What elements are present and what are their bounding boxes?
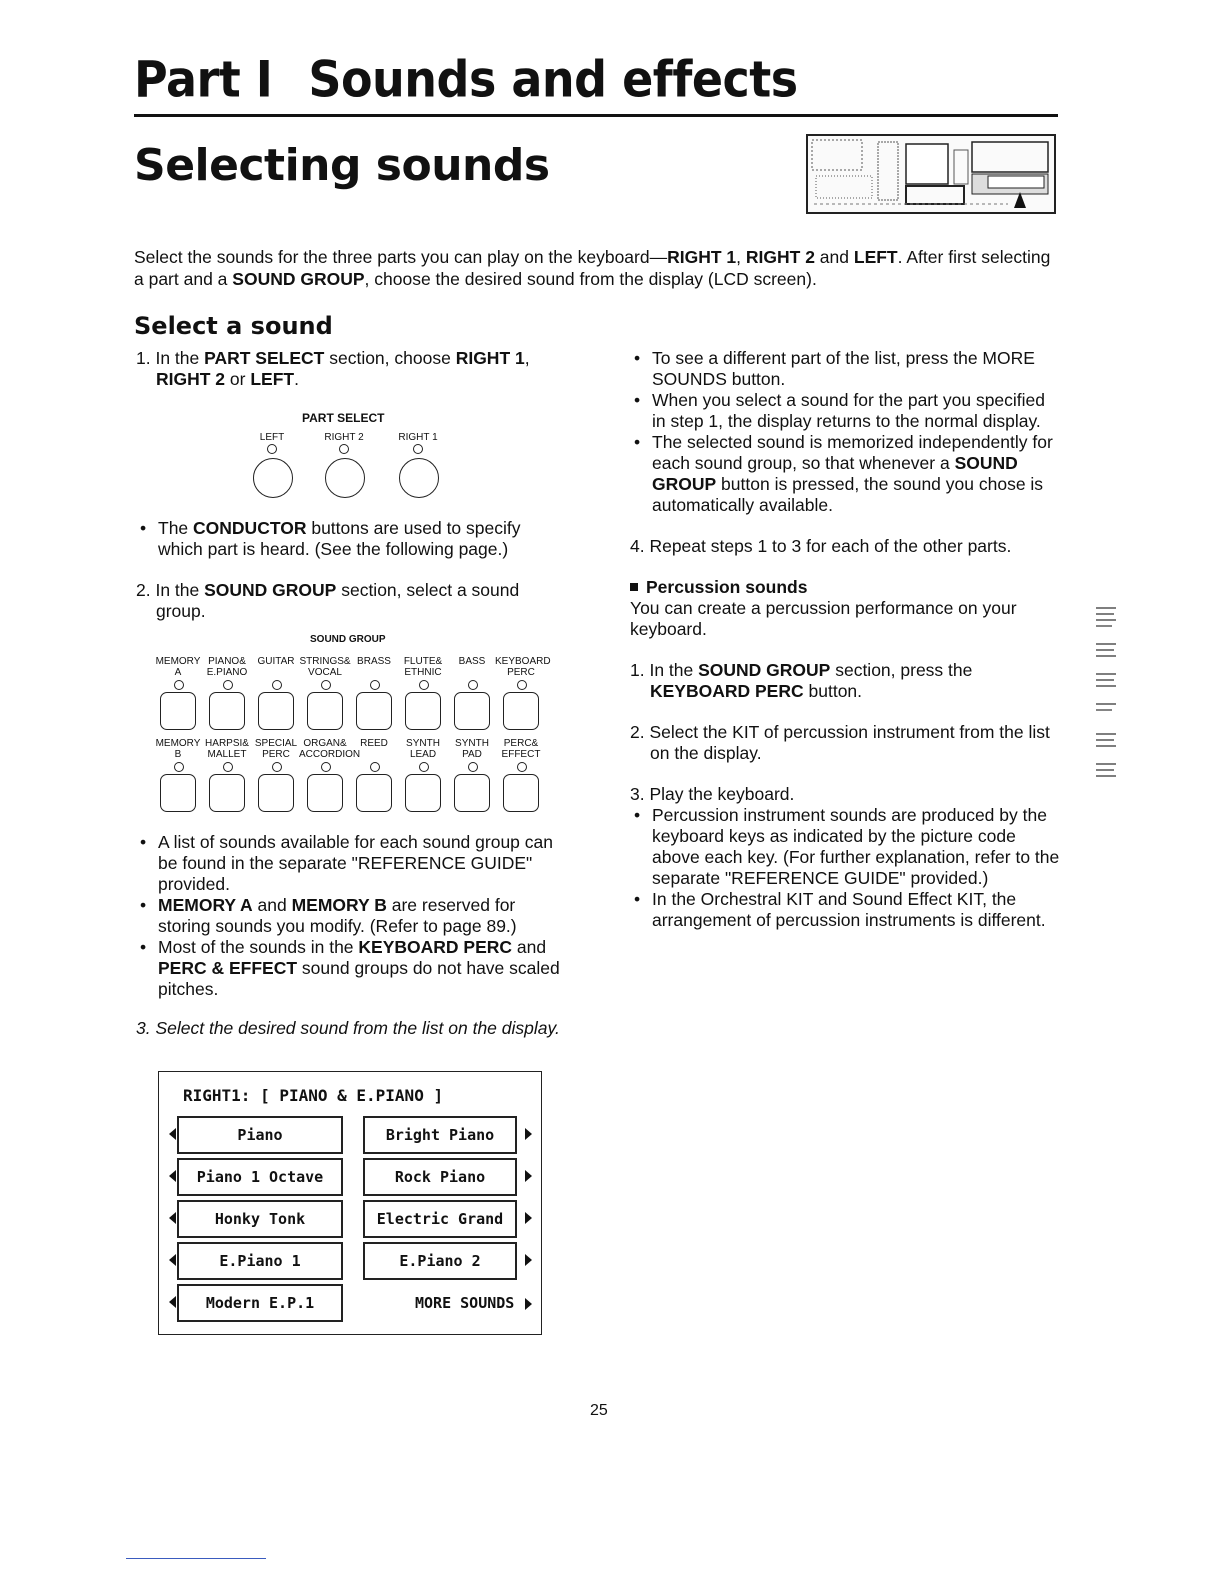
sound-group-button[interactable] [160, 774, 196, 812]
left-bullets [136, 832, 564, 1000]
sound-group-button[interactable] [405, 774, 441, 812]
sound-group-label: SYNTH LEAD [406, 738, 440, 760]
more-sounds-arrow-icon [525, 1298, 532, 1310]
intro-paragraph: Select the sounds for the three parts you can play on the keyboard—RIGHT 1, RIGHT 2 and LEFT. After first selecting a part and a SOUND GROUP, choose the desired sound from the display (LCD screen). [134, 247, 1051, 289]
more-sounds-button[interactable]: MORE SOUNDS [415, 1294, 515, 1312]
lcd-header: RIGHT1: [ PIANO & E.PIANO ] [183, 1086, 444, 1105]
step-4: 4. Repeat steps 1 to 3 for each of the other parts. [630, 536, 1012, 556]
sound-group-led [419, 680, 429, 690]
select-sound-heading: Select a sound [134, 312, 333, 340]
part-right1-led [413, 444, 423, 454]
part-left-led [267, 444, 277, 454]
sound-group-led [370, 680, 380, 690]
sound-group-label: PIANO& E.PIANO [206, 656, 248, 678]
lcd-left-arrow-icon [169, 1170, 176, 1182]
percussion-intro: You can create a percussion performance on your keyboard. [630, 598, 1017, 639]
sound-group-label: FLUTE& ETHNIC [403, 656, 443, 678]
sound-group-button[interactable] [160, 692, 196, 730]
sound-group-label: STRINGS& VOCAL [299, 656, 351, 678]
sound-group-button[interactable] [209, 774, 245, 812]
lcd-sound-item[interactable]: Modern E.P.1 [177, 1284, 343, 1322]
lcd-right-arrow-icon [525, 1170, 532, 1182]
part-left-label: LEFT [259, 432, 285, 443]
bullet-reference-guide: • A list of sounds available for each sound group can be found in the separate "REFERENCE GUIDE" provided. [136, 832, 564, 895]
step-1: 1. In the PART SELECT section, choose RIGHT 1, RIGHT 2 or LEFT. [136, 348, 530, 389]
lcd-sound-item[interactable]: Honky Tonk [177, 1200, 343, 1238]
square-bullet-icon [630, 583, 638, 591]
sound-group-button[interactable] [307, 692, 343, 730]
sound-group-button[interactable] [209, 692, 245, 730]
sound-group-led [272, 762, 282, 772]
sound-group-led [370, 762, 380, 772]
sound-group-button[interactable] [503, 692, 539, 730]
sound-group-label: HARPSI& MALLET [205, 738, 249, 760]
sound-group-button[interactable] [258, 774, 294, 812]
sound-group-button[interactable] [356, 692, 392, 730]
part-right1-button[interactable] [399, 458, 439, 498]
sound-group-button[interactable] [454, 774, 490, 812]
sound-group-led [223, 762, 233, 772]
lcd-sound-item[interactable]: Electric Grand [363, 1200, 517, 1238]
sound-group-led [468, 680, 478, 690]
keyboard-panel-illustration [808, 136, 1054, 212]
lcd-right-arrow-icon [525, 1254, 532, 1266]
part-label: Part I [134, 50, 273, 109]
lcd-right-arrow-icon [525, 1128, 532, 1140]
bullet-return: • When you select a sound for the part you specified in step 1, the display returns to the normal display. [630, 390, 1060, 432]
footer-line [126, 1558, 266, 1559]
sound-group-led [174, 762, 184, 772]
perc-step-1: 1. In the SOUND GROUP section, press the KEYBOARD PERC button. [630, 660, 973, 701]
perc-bullet-2: • In the Orchestral KIT and Sound Effect KIT, the arrangement of percussion instruments is different. [630, 889, 1060, 931]
sound-group-led [419, 762, 429, 772]
lcd-sound-item[interactable]: Piano [177, 1116, 343, 1154]
sound-group-label: BRASS [357, 656, 391, 667]
lcd-sound-item[interactable]: E.Piano 2 [363, 1242, 517, 1280]
sound-group-led [517, 762, 527, 772]
sound-group-led [321, 762, 331, 772]
sound-group-led [272, 680, 282, 690]
perc-step-3: 3. Play the keyboard. [630, 784, 795, 804]
lcd-sound-item[interactable]: E.Piano 1 [177, 1242, 343, 1280]
step-3: 3. Select the desired sound from the list on the display. [136, 1018, 560, 1038]
sound-group-led [321, 680, 331, 690]
right-column [630, 348, 1060, 931]
lcd-sound-item[interactable]: Rock Piano [363, 1158, 517, 1196]
perc-bullet-1: • Percussion instrument sounds are produced by the keyboard keys as indicated by the picture code above each key. (For further explanation, refer to the separate "REFERENCE GUIDE" provided.) [630, 805, 1060, 889]
sound-group-label: MEMORY B [155, 738, 201, 760]
conductor-note: • The CONDUCTOR buttons are used to specify which part is heard. (See the following page.) [136, 518, 564, 560]
sound-group-diagram [156, 634, 556, 824]
sound-group-button[interactable] [307, 774, 343, 812]
sound-group-label: REED [360, 738, 388, 749]
perc-step-2: 2. Select the KIT of percussion instrument from the list on the display. [630, 722, 1050, 763]
sound-group-label: SYNTH PAD [455, 738, 489, 760]
part-left-button[interactable] [253, 458, 293, 498]
sound-group-title: SOUND GROUP [310, 634, 386, 645]
sound-group-label: BASS [458, 656, 486, 667]
lcd-sound-item[interactable]: Bright Piano [363, 1116, 517, 1154]
sound-group-label: GUITAR [257, 656, 295, 667]
lcd-display [158, 1071, 542, 1335]
sound-group-label: PERC& EFFECT [501, 738, 541, 760]
margin-scan-marks [1094, 604, 1124, 804]
sound-group-button[interactable] [356, 774, 392, 812]
page-number: 25 [590, 1402, 608, 1419]
lcd-left-arrow-icon [169, 1128, 176, 1140]
section-title: Selecting sounds [134, 140, 550, 191]
sound-group-button[interactable] [503, 774, 539, 812]
keyboard-panel-thumbnail [806, 134, 1056, 214]
lcd-sound-item[interactable]: Piano 1 Octave [177, 1158, 343, 1196]
header-rule [134, 114, 1058, 117]
lcd-right-arrow-icon [525, 1212, 532, 1224]
sound-group-label: MEMORY A [155, 656, 201, 678]
bullet-memorized: • The selected sound is memorized independently for each sound group, so that whenever a SOUND GROUP button is pressed, the sound you chose is automatically available. [630, 432, 1060, 516]
sound-group-led [468, 762, 478, 772]
lcd-left-arrow-icon [169, 1296, 176, 1308]
sound-group-led [223, 680, 233, 690]
bullet-more-sounds: • To see a different part of the list, press the MORE SOUNDS button. [630, 348, 1060, 390]
bullet-pitch: • Most of the sounds in the KEYBOARD PERC and PERC & EFFECT sound groups do not have scaled pitches. [136, 937, 564, 1000]
sound-group-button[interactable] [258, 692, 294, 730]
sound-group-label: KEYBOARD PERC [495, 656, 551, 678]
part-right1-label: RIGHT 1 [398, 432, 438, 443]
step-2: 2. In the SOUND GROUP section, select a sound group. [136, 580, 520, 621]
sound-group-label: SPECIAL PERC [254, 738, 298, 760]
bullet-memory: • MEMORY A and MEMORY B are reserved for storing sounds you modify. (Refer to page 89.) [136, 895, 564, 937]
part-title [134, 50, 798, 108]
lcd-left-arrow-icon [169, 1254, 176, 1266]
sound-group-button[interactable] [405, 692, 441, 730]
sound-group-label: ORGAN& ACCORDION [299, 738, 361, 760]
part-select-diagram [250, 408, 460, 498]
part-right2-label: RIGHT 2 [324, 432, 364, 443]
part-heading: Sounds and effects [308, 50, 798, 109]
sound-group-button[interactable] [454, 692, 490, 730]
part-right2-button[interactable] [325, 458, 365, 498]
lcd-left-arrow-icon [169, 1212, 176, 1224]
sound-group-led [517, 680, 527, 690]
part-right2-led [339, 444, 349, 454]
part-select-title: PART SELECT [302, 411, 385, 425]
percussion-heading: Percussion sounds [630, 577, 1060, 598]
sound-group-led [174, 680, 184, 690]
